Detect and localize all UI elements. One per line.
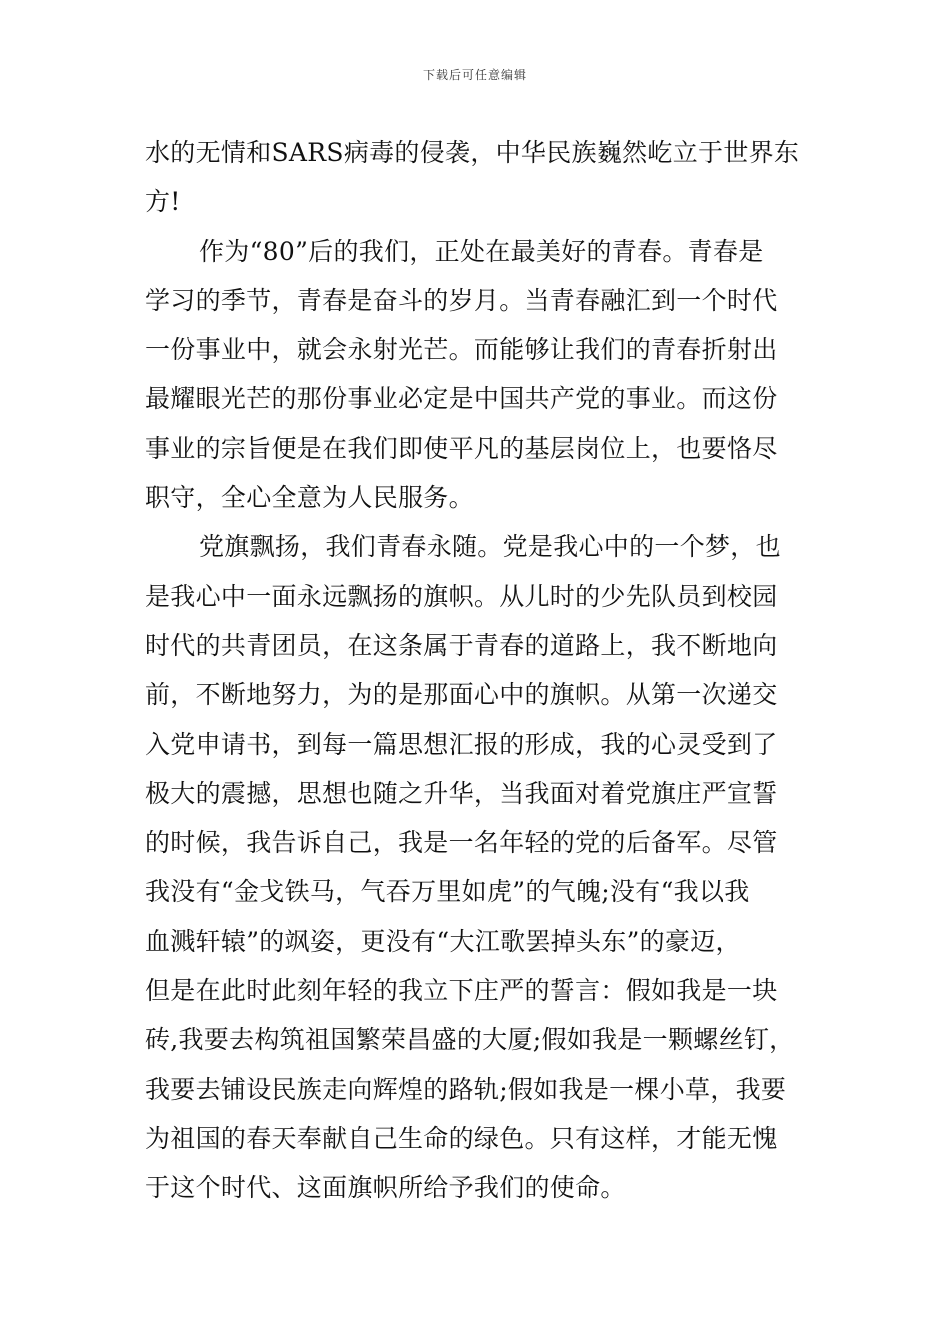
page-header: 下载后可任意编辑 (422, 68, 527, 82)
text-line: 方! (145, 187, 181, 217)
text-line: 是我心中一面永远飘扬的旗帜。从儿时的少先队员到校园 (145, 581, 778, 611)
text-line: 我没有“金戈铁马，气吞万里如虎”的气魄;没有“我以我 (145, 877, 750, 907)
paragraph (145, 522, 815, 1212)
text-line: 水的无情和SARS病毒的侵袭，中华民族巍然屹立于世界东 (145, 138, 800, 167)
text-line: 的时候，我告诉自己，我是一名年轻的党的后备军。尽管 (145, 828, 778, 858)
text-line: 事业的宗旨便是在我们即使平凡的基层岗位上，也要恪尽 (145, 433, 778, 463)
paragraph (145, 128, 815, 227)
text-line: 为祖国的春天奉献自己生命的绿色。只有这样，才能无愧 (145, 1123, 778, 1153)
text-line: 学习的季节，青春是奋斗的岁月。当青春融汇到一个时代 (145, 285, 778, 315)
text-line: 时代的共青团员，在这条属于青春的道路上，我不断地向 (145, 630, 778, 660)
text-line: 砖,我要去构筑祖国繁荣昌盛的大厦;假如我是一颗螺丝钉， (145, 1025, 795, 1055)
text-line: 作为“80”后的我们，正处在最美好的青春。青春是 (199, 236, 764, 266)
text-line: 党旗飘扬，我们青春永随。党是我心中的一个梦，也 (199, 532, 781, 562)
document-body (145, 128, 815, 1213)
text-line: 极大的震撼，思想也随之升华，当我面对着党旗庄严宣誓 (145, 778, 778, 808)
text-line: 一份事业中，就会永射光芒。而能够让我们的青春折射出 (145, 335, 778, 365)
text-line: 入党申请书，到每一篇思想汇报的形成，我的心灵受到了 (145, 729, 778, 759)
text-line: 血溅轩辕”的飒姿，更没有“大江歌罢掉头东”的豪迈， (145, 926, 741, 956)
text-line: 于这个时代、这面旗帜所给予我们的使命。 (145, 1173, 626, 1203)
text-line: 职守，全心全意为人民服务。 (145, 483, 474, 513)
text-line: 前，不断地努力，为的是那面心中的旗帜。从第一次递交 (145, 680, 778, 710)
text-line: 最耀眼光芒的那份事业必定是中国共产党的事业。而这份 (145, 384, 778, 414)
text-line: 但是在此时此刻年轻的我立下庄严的誓言：假如我是一块 (145, 976, 778, 1006)
paragraph (145, 227, 815, 523)
text-line: 我要去铺设民族走向辉煌的路轨;假如我是一棵小草，我要 (145, 1074, 787, 1104)
